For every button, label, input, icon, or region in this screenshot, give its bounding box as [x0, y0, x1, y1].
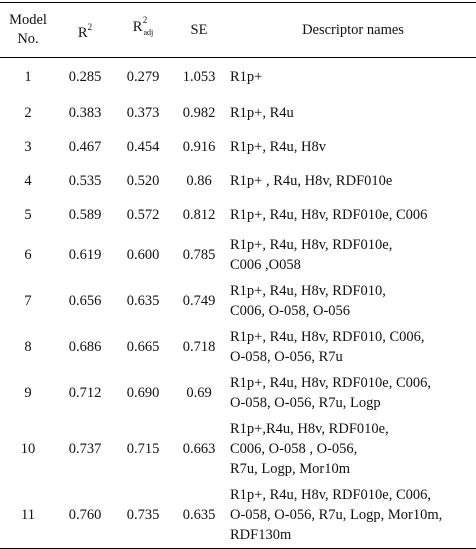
cell-descriptors: [226, 416, 476, 482]
cell-r2: 0.535: [68, 173, 102, 189]
descriptor-line: RDF130m: [230, 527, 292, 543]
cell-r2: 0.760: [68, 507, 102, 523]
descriptor-line: R1p+, R4u, H8v, RDF010e,: [230, 237, 393, 253]
table-row: [0, 164, 476, 198]
cell-model: 8: [24, 339, 32, 355]
header-r2adj-sub: adj: [143, 28, 154, 37]
header-r2: [56, 3, 114, 58]
cell-r2: 0.656: [68, 293, 102, 309]
header-model-line2: No.: [17, 31, 39, 47]
cell-model: 5: [24, 207, 32, 223]
cell-se: 0.812: [182, 207, 216, 223]
cell-descriptors: [226, 370, 476, 416]
cell-r2: 0.619: [68, 247, 102, 263]
header-r2adj-base: R: [132, 19, 143, 35]
table-row: [0, 130, 476, 164]
descriptor-line: O-058, O-056, R7u: [230, 349, 343, 365]
cell-r2adj: 0.600: [126, 247, 160, 263]
cell-r2: 0.285: [68, 69, 102, 85]
descriptor-line: R1p+, R4u, H8v: [230, 139, 326, 155]
table-row: [0, 278, 476, 324]
descriptor-line: R1p+, R4u, H8v, RDF010e, C006: [230, 207, 428, 223]
cell-se: 0.635: [182, 507, 216, 523]
cell-se: 0.785: [182, 247, 216, 263]
cell-r2: 0.712: [68, 385, 102, 401]
header-row: [0, 3, 476, 58]
cell-se: 0.982: [182, 105, 216, 121]
header-se: SE: [190, 21, 208, 38]
table-row: [0, 416, 476, 482]
cell-descriptors: [226, 482, 476, 549]
cell-se: 0.663: [182, 441, 216, 457]
descriptor-line: R1p+, R4u, H8v, RDF010e, C006,: [230, 375, 431, 391]
header-model: [0, 3, 56, 58]
descriptor-line: R1p+, R4u, H8v, RDF010e, C006,: [230, 487, 431, 503]
table-row: [0, 370, 476, 416]
cell-descriptors: [226, 278, 476, 324]
cell-r2adj: 0.735: [126, 507, 160, 523]
cell-model: 1: [24, 69, 32, 85]
descriptor-line: R7u, Logp, Mor10m: [230, 461, 351, 477]
table-row: [0, 198, 476, 232]
table-row: [0, 96, 476, 130]
header-r2-base: R: [77, 24, 88, 41]
header-r2adj: [114, 3, 172, 58]
cell-model: 9: [24, 385, 32, 401]
descriptor-line: R1p+, R4u, H8v, RDF010,: [230, 283, 386, 299]
cell-model: 3: [24, 139, 32, 155]
cell-descriptors: [226, 324, 476, 370]
cell-se: 0.86: [186, 173, 212, 189]
cell-descriptors: [226, 96, 476, 130]
descriptor-line: C006 ,O058: [230, 257, 301, 273]
table-row: [0, 324, 476, 370]
cell-descriptors: [226, 130, 476, 164]
descriptor-line: C006, O-058, O-056: [230, 303, 351, 319]
cell-se: 1.053: [182, 69, 216, 85]
table-row: [0, 58, 476, 97]
descriptor-line: R1p+, R4u: [230, 105, 294, 121]
descriptor-line: O-058, O-056, R7u, Logp, Mor10m,: [230, 507, 443, 523]
cell-r2: 0.467: [68, 139, 102, 155]
cell-r2adj: 0.572: [126, 207, 160, 223]
descriptor-line: R1p+: [230, 69, 263, 85]
cell-se: 0.749: [182, 293, 216, 309]
descriptor-line: R1p+, R4u, H8v, RDF010, C006,: [230, 329, 425, 345]
cell-model: 6: [24, 247, 32, 263]
table-row: [0, 482, 476, 549]
header-r2-sup: 2: [87, 21, 93, 32]
header-r2adj-symbol: [132, 15, 154, 42]
cell-model: 7: [24, 293, 32, 309]
cell-r2: 0.737: [68, 441, 102, 457]
cell-descriptors: [226, 58, 476, 97]
cell-r2: 0.589: [68, 207, 102, 223]
cell-r2adj: 0.279: [126, 69, 160, 85]
cell-se: 0.718: [182, 339, 216, 355]
descriptor-line: R1p+ , R4u, H8v, RDF010e: [230, 173, 393, 189]
cell-r2adj: 0.373: [126, 105, 160, 121]
cell-model: 2: [24, 105, 32, 121]
descriptor-line: C006, O-058 , O-056,: [230, 441, 358, 457]
cell-r2: 0.383: [68, 105, 102, 121]
descriptor-line: O-058, O-056, R7u, Logp: [230, 395, 381, 411]
cell-r2: 0.686: [68, 339, 102, 355]
cell-se: 0.69: [186, 385, 212, 401]
cell-se: 0.916: [182, 139, 216, 155]
table-body: [0, 58, 476, 549]
cell-descriptors: [226, 198, 476, 232]
cell-model: 10: [20, 441, 36, 457]
results-table: [0, 2, 476, 549]
cell-r2adj: 0.635: [126, 293, 160, 309]
table-row: [0, 232, 476, 278]
header-descriptors: Descriptor names: [302, 21, 404, 38]
header-model-line1: Model: [9, 12, 47, 28]
cell-r2adj: 0.520: [126, 173, 160, 189]
cell-descriptors: [226, 232, 476, 278]
cell-r2adj: 0.665: [126, 339, 160, 355]
cell-r2adj: 0.454: [126, 139, 160, 155]
cell-model: 4: [24, 173, 32, 189]
descriptor-line: R1p+,R4u, H8v, RDF010e,: [230, 421, 389, 437]
cell-descriptors: [226, 164, 476, 198]
cell-r2adj: 0.715: [126, 441, 160, 457]
cell-model: 11: [21, 507, 35, 523]
cell-r2adj: 0.690: [126, 385, 160, 401]
header-r2adj-sup: 2: [142, 15, 148, 25]
